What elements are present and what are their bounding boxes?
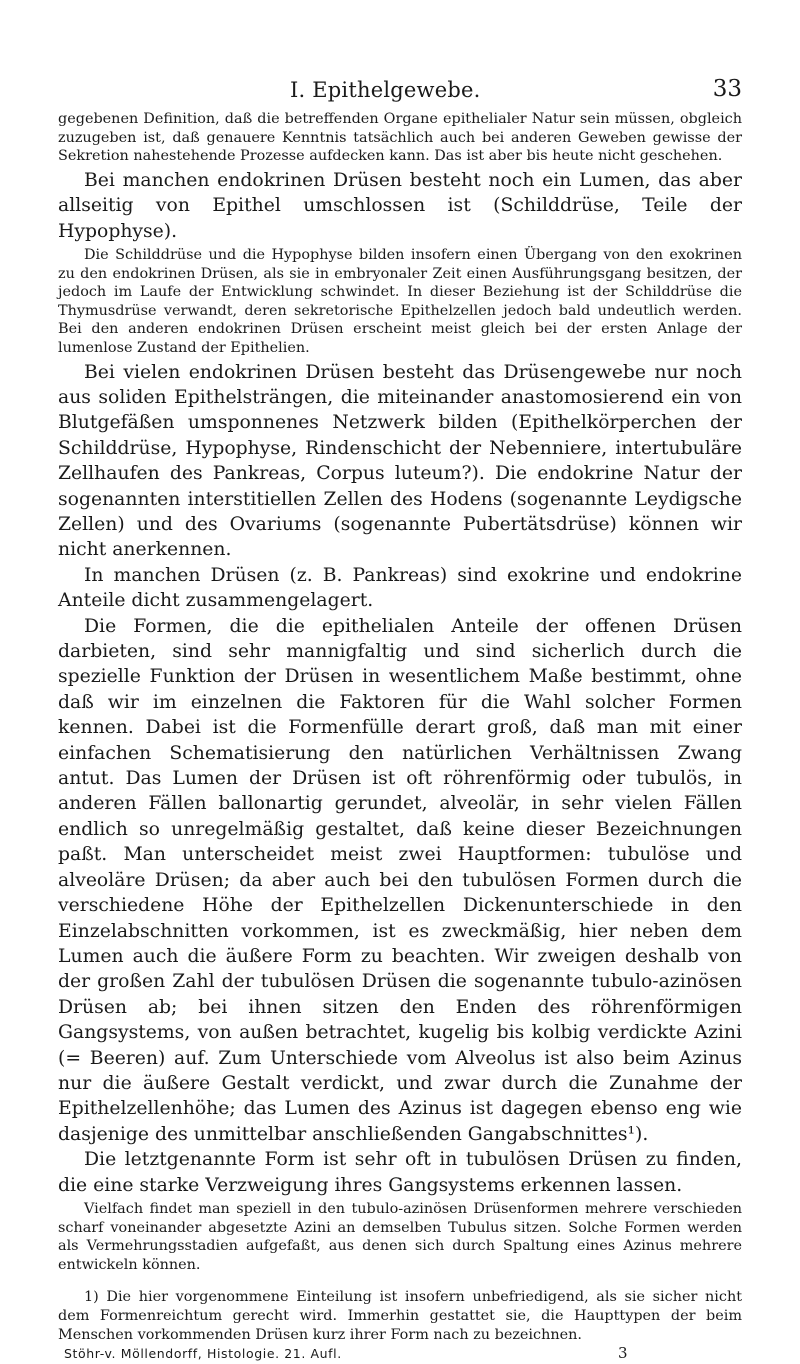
page-number: 33 [712,76,742,102]
page-header [58,78,742,110]
book-page [58,78,742,1364]
footnote: 1) Die hier vorgenommene Einteilung ist insofern unbefriedigend, als sie sicher nicht dem Formenreichtum gerecht wird. Immerhin gestattet sie, die Haupttypen der beim Menschen vorkommenden Drüsen kurz ihrer Form nach zu bezeichnen. [58,1289,742,1343]
paragraph-7: Die letztgenannte Form ist sehr oft in tubulösen Drüsen zu finden, die eine starke Verzweigung ihres Gangsystems erkennen lassen. [58,1149,742,1196]
imprint-line [58,1346,742,1364]
paragraph-1: gegebenen Definition, daß die betreffenden Organe epithelialer Natur sein müssen, obgleich zuzugeben ist, daß genauere Kenntnis tatsächlich auch bei anderen Geweben gewisse der Sekretion nahestehende Prozesse aufdecken kann. Das ist aber bis heute nicht geschehen. [58,111,742,165]
paragraph-4: Bei vielen endokrinen Drüsen besteht das Drüsengewebe nur noch aus soliden Epithelsträngen, die miteinander anastomosierend ein von Blutgefäßen umsponnenes Netzwerk bilden (Epithelkörperchen der Schilddrüse, Hypophyse, Rindenschicht der Nebenniere, intertubuläre Zellhaufen des Pankreas, Corpus luteum?). Die endokrine Natur der sogenannten interstitiellen Zellen des Hodens (sogenannte Leydigsche Zellen) und des Ovariums (sogenannte Pubertätsdrüse) können wir nicht anerkennen. [58,361,742,561]
paragraph-3: Die Schilddrüse und die Hypophyse bilden insofern einen Übergang von den exokrinen zu den endokrinen Drüsen, als sie in embryonaler Zeit einen Ausführungsgang besitzen, der jedoch im Laufe der Entwicklung schwindet. In dieser Beziehung ist der Schilddrüse die Thymusdrüse verwandt, deren sekretorische Epithelzellen jedoch bald undeutlich werden. Bei den anderen endokrinen Drüsen erscheint meist gleich bei der ersten Anlage der lumenlose Zustand der Epithelien. [58,247,742,356]
paragraph-6: Die Formen, die die epithelialen Anteile der offenen Drüsen darbieten, sind sehr mannigfaltig und sind sicherlich durch die spezielle Funktion der Drüsen in wesentlichem Maße bestimmt, ohne daß wir im einzelnen die Faktoren für die Wahl solcher Formen kennen. Dabei ist die Formenfülle derart groß, daß man mit einer einfachen Schematisierung den natürlichen Verhältnissen Zwang antut. Das Lumen der Drüsen ist oft röhrenförmig oder tubulös, in anderen Fällen ballonartig gerundet, alveolär, in sehr vielen Fällen endlich so unregelmäßig gestaltet, daß keine dieser Bezeichnungen paßt. Man unterscheidet meist zwei Hauptformen: tubulöse und alveoläre Drüsen; da aber auch bei den tubulösen Formen durch die verschiedene Höhe der Epithelzellen Dickenunterschiede in den Einzelabschnitten vorkommen, ist es zweckmäßig, hier neben dem Lumen auch die äußere Form zu beachten. Wir zweigen deshalb von der großen Zahl der tubulösen Drüsen die sogenannte tubulo-azinösen Drüsen ab; bei ihnen sitzen den Enden des röhrenförmigen Gangsystems, von außen betrachtet, kugelig bis kolbig verdickte Azini (= Beeren) auf. Zum Unterschiede vom Alveolus ist also beim Azinus nur die äußere Gestalt verdickt, und zwar durch die Zunahme der Epithelzellenhöhe; das Lumen des Azinus ist dagegen ebenso eng wie dasjenige des unmittelbar anschließenden Gangabschnittes¹). [58,615,742,1145]
paragraph-2: Bei manchen endokrinen Drüsen besteht noch ein Lumen, das aber allseitig von Epithel umschlossen ist (Schilddrüse, Teile der Hypophyse). [58,169,742,242]
signature-mark: 3 [618,1344,628,1363]
paragraph-8: Vielfach findet man speziell in den tubulo-azinösen Drüsenformen mehrere verschieden scharf voneinander abgesetzte Azini an demselben Tubulus sitzen. Solche Formen werden als Vermehrungsstadien aufgefaßt, aus denen sich durch Spaltung eines Azinus mehrere entwickeln können. [58,1200,742,1273]
imprint-text: Stöhr-v. Möllendorff, Histologie. 21. Aufl. [64,1346,342,1362]
paragraph-5: In manchen Drüsen (z. B. Pankreas) sind exokrine und endokrine Anteile dicht zusammengelagert. [58,564,742,612]
running-title: I. Epithelgewebe. [290,78,481,102]
